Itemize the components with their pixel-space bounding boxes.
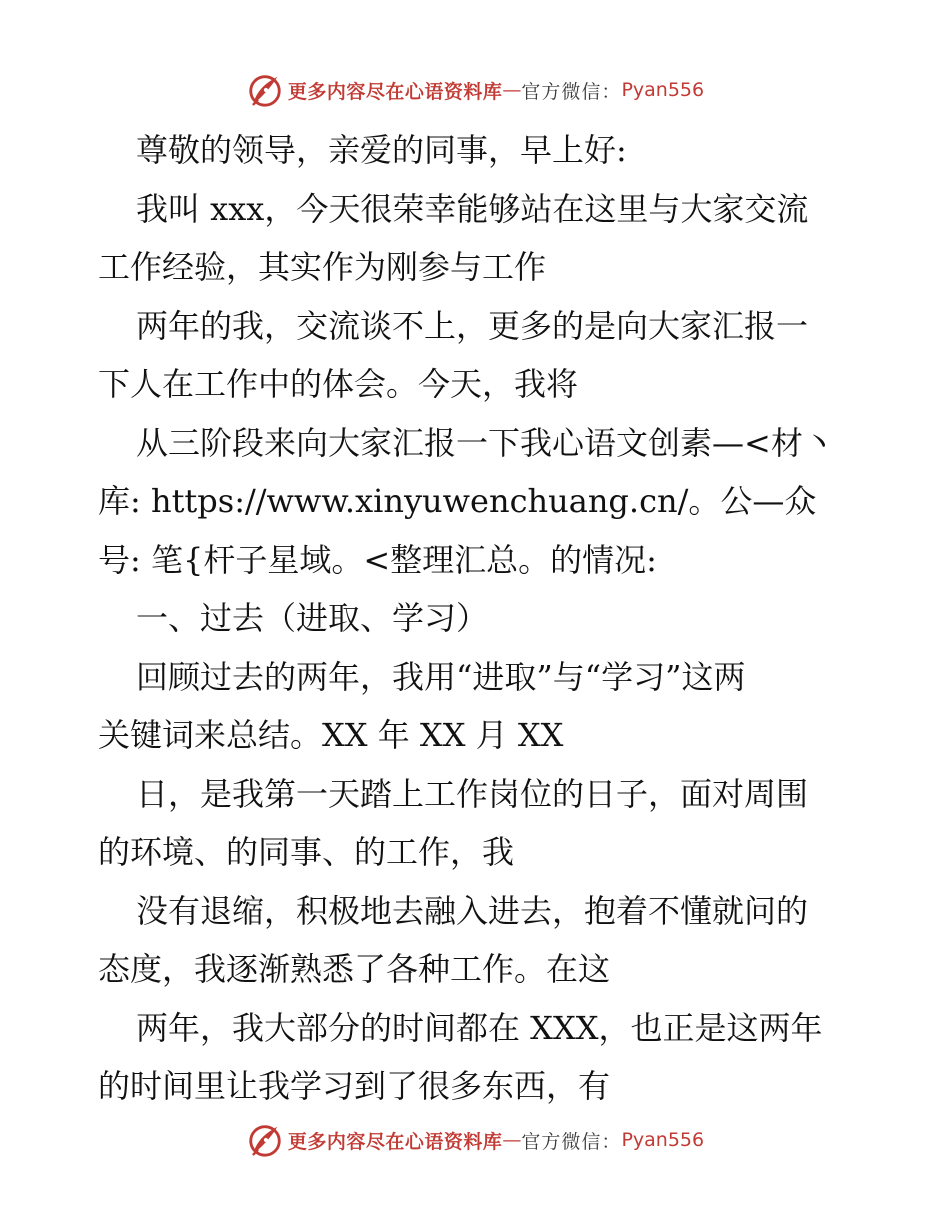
banner-lead-text: 更多内容尽在心语资料库 (287, 80, 503, 103)
paragraph-line: 日，是我第一天踏上工作岗位的日子，面对周围 (136, 774, 809, 813)
pen-logo-icon (246, 71, 284, 109)
paragraph-line: 尊敬的领导，亲爱的同事，早上好: (136, 131, 627, 169)
paragraph-line: 两年，我大部分的时间都在 XXX，也正是这两年 (136, 1008, 823, 1047)
banner-separator: — (502, 1129, 522, 1151)
paragraph-line: 没有退缩，积极地去融入进去，抱着不懂就问的 (136, 891, 809, 930)
paragraph-line: 库: https://www.xinyuwenchuang.cn/。公—众 (98, 482, 817, 520)
banner-wechat-label: 官方微信： (521, 80, 622, 103)
banner-wechat-id: Pyan556 (621, 79, 705, 101)
document-body (98, 121, 858, 1116)
banner-wechat-label: 官方微信： (521, 1130, 622, 1153)
banner-wechat-id: Pyan556 (621, 1129, 705, 1151)
section-heading: 一、过去（进取、学习） (136, 599, 489, 637)
banner-separator: — (502, 79, 522, 101)
paragraph-line: 的时间里让我学习到了很多东西，有 (98, 1067, 611, 1105)
paragraph-line: 下人在工作中的体会。今天，我将 (98, 365, 579, 403)
paragraph-line: 我叫 xxx，今天很荣幸能够站在这里与大家交流 (136, 189, 809, 228)
paragraph-line: 关键词来总结。XX 年 XX 月 XX (98, 716, 564, 754)
footer-watermark-banner (0, 1118, 950, 1162)
paragraph-line: 号: 笔{杆子星域。<整理汇总。的情况: (98, 540, 657, 579)
header-watermark-banner (0, 68, 950, 112)
paragraph-line: 两年的我，交流谈不上，更多的是向大家汇报一 (136, 306, 809, 345)
paragraph-line: 态度，我逐渐熟悉了各种工作。在这 (98, 950, 611, 988)
paragraph-line: 回顾过去的两年，我用“进取”与“学习”这两 (136, 657, 746, 696)
paragraph-line: 从三阶段来向大家汇报一下我心语文创素—<材丶 (136, 423, 835, 462)
pen-logo-icon (246, 1121, 284, 1159)
paragraph-line: 的环境、的同事、的工作，我 (98, 833, 515, 871)
banner-lead-text: 更多内容尽在心语资料库 (287, 1130, 503, 1153)
paragraph-line: 工作经验，其实作为刚参与工作 (98, 248, 547, 286)
